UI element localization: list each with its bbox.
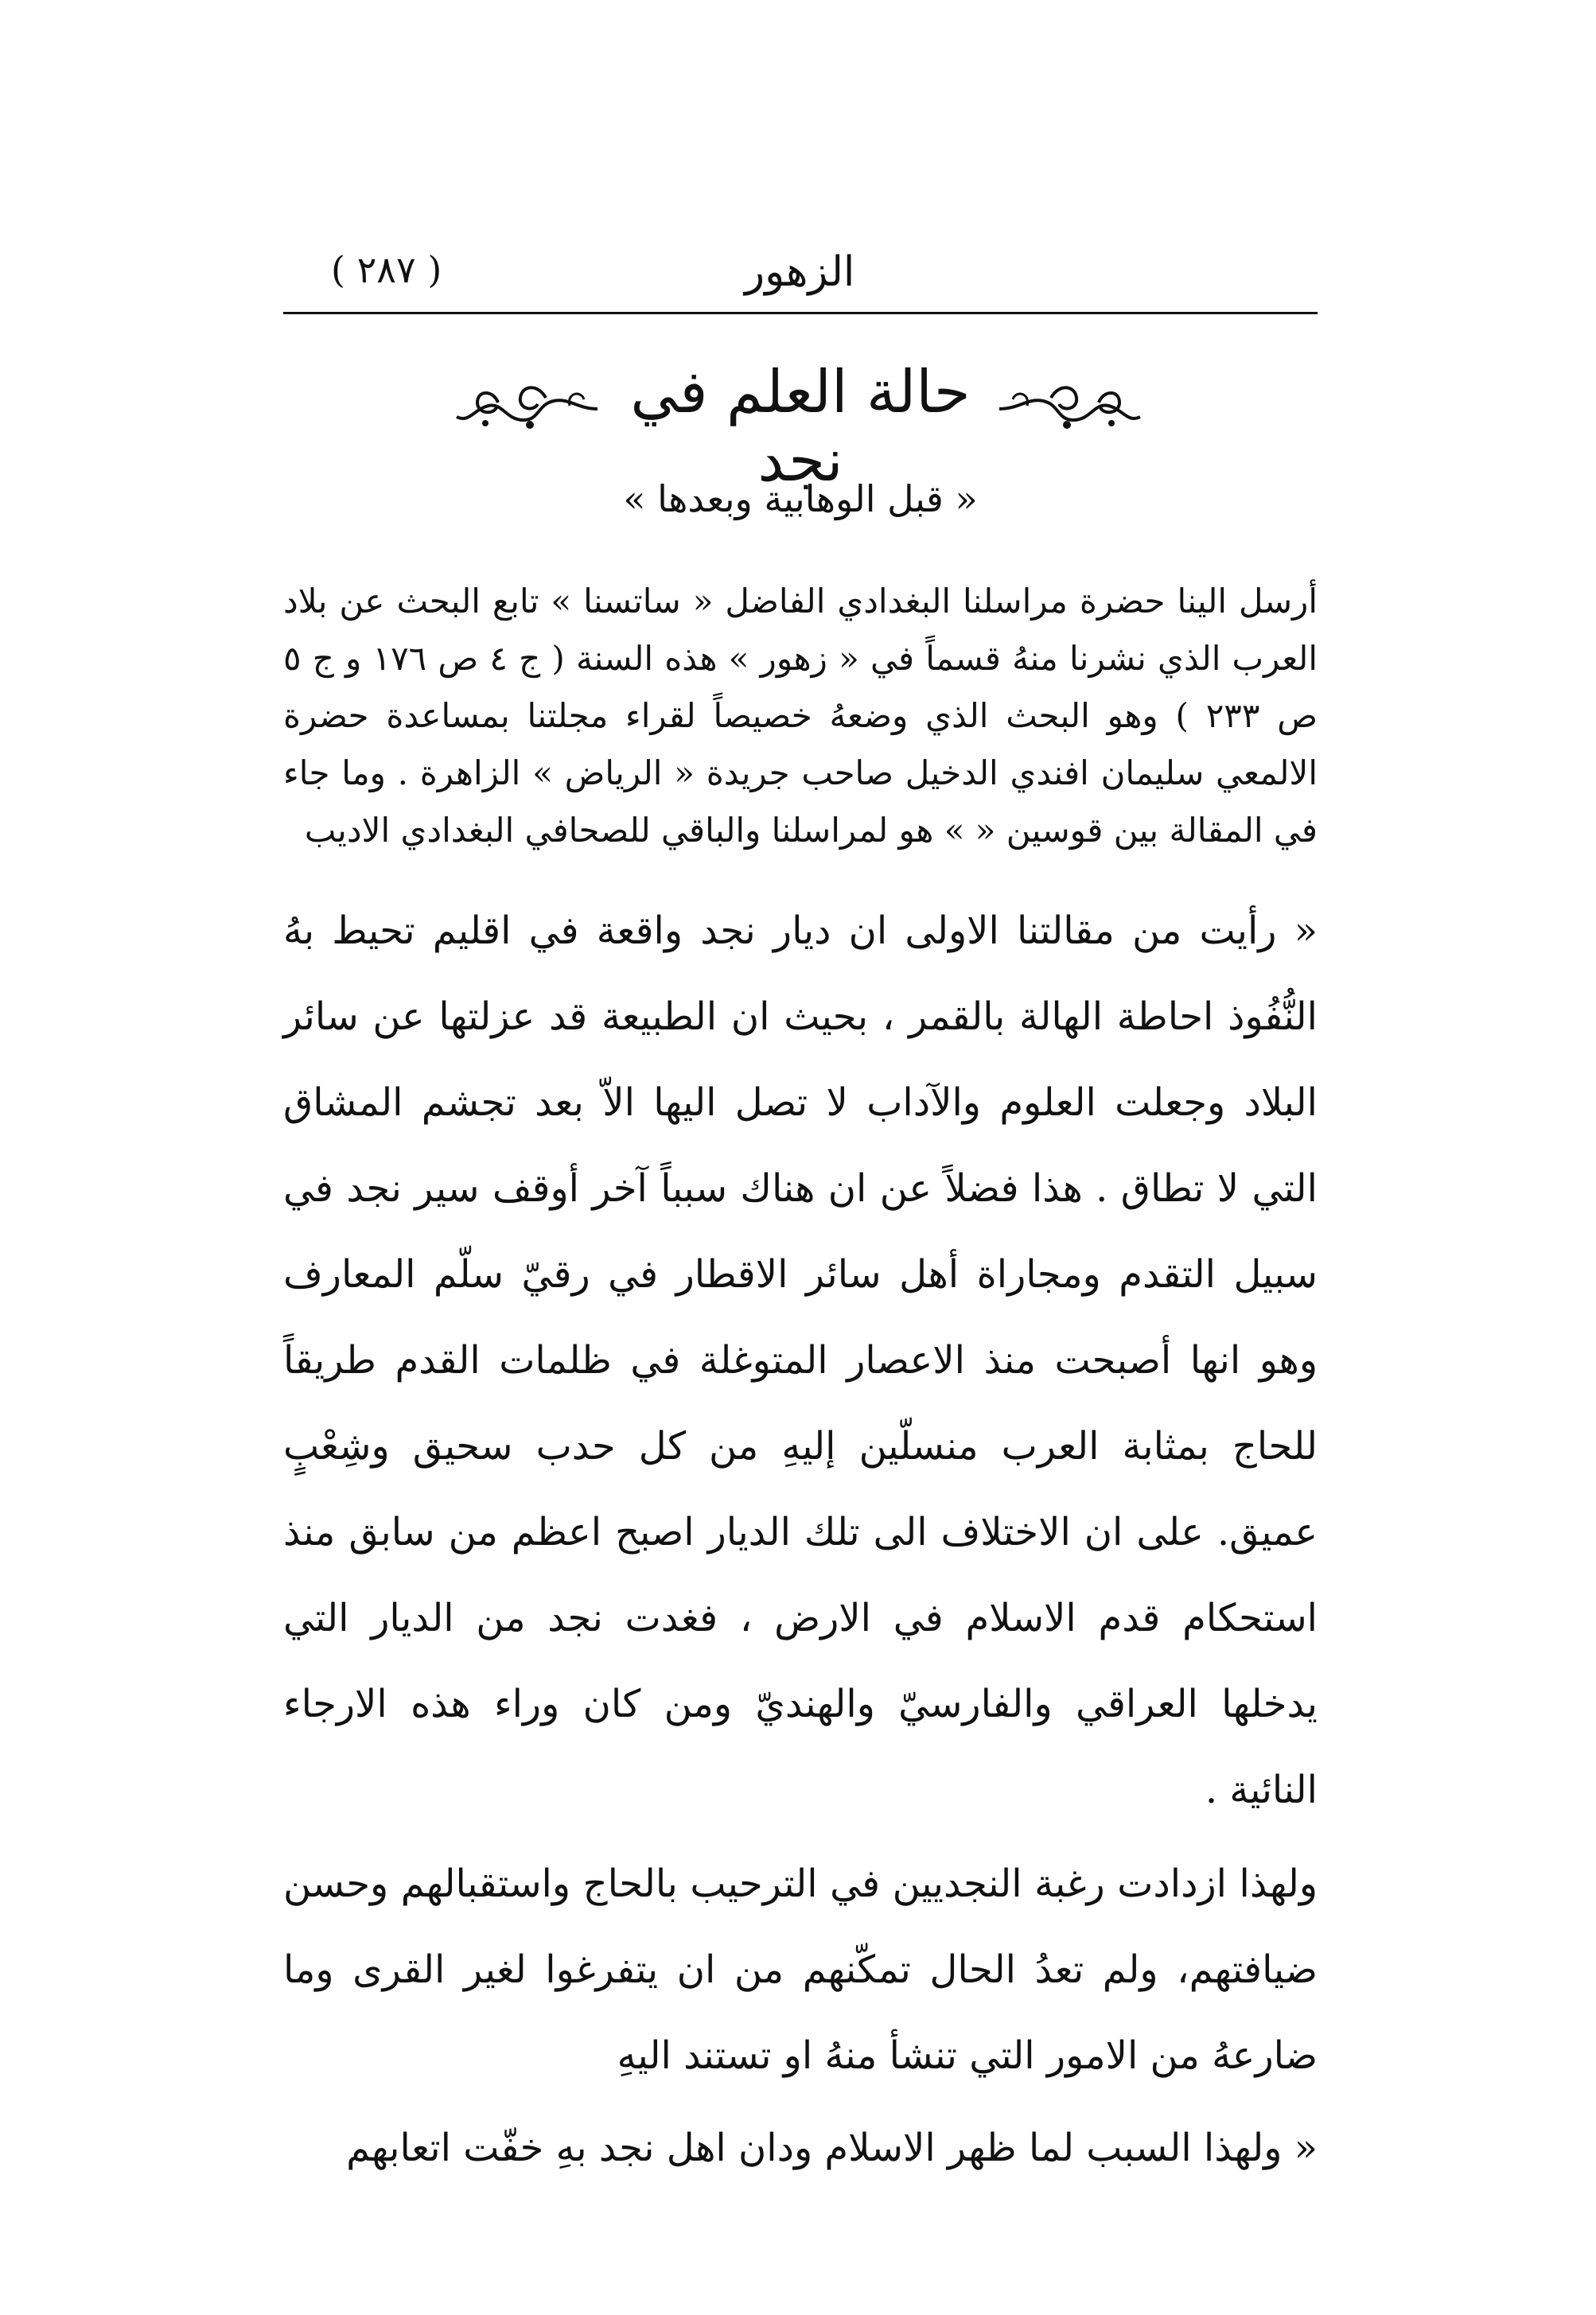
flourish-ornament-icon — [995, 374, 1146, 438]
running-head — [283, 248, 1318, 312]
title-row — [283, 342, 1318, 495]
intro-paragraph: أرسل الينا حضرة مراسلنا البغدادي الفاضل « ساتسنا » تابع البحث عن بلاد العرب الذي نشرنا منهُ قسماً في « زهور » هذه السنة ( ج ٤ ص ١٧٦ و ج ٥ ص ٢٣٣ ) وهو البحث الذي وضعهُ خصيصاً لقراء مجلتنا بمساعدة حضرة الالمعي سليمان افندي الدخيل صاحب جريدة « الرياض » الزاهرة . وما جاء في المقالة بين قوسين « » هو لمراسلنا والباقي للصحافي البغدادي الاديب — [283, 582, 1318, 850]
journal-name: الزهور — [745, 248, 855, 296]
header-rule — [283, 312, 1318, 314]
body-paragraph: « رأيت من مقالتنا الاولى ان ديار نجد واقعة في اقليم تحيط بهُ النُّفُوذ احاطة الهالة بالقمر ، بحيث ان الطبيعة قد عزلتها عن سائر البلاد وجعلت العلوم والآداب لا تصل اليها الاّ بعد تجشم المشاق التي لا تطاق . هذا فضلاً عن ان هناك سبباً آخر أوقف سير نجد في سبيل التقدم ومجاراة أهل سائر الاقطار في رقيّ سلّم المعارف وهو انها أصبحت منذ الاعصار المتوغلة في ظلمات القدم طريقاً للحاج بمثابة العرب منسلّين إليهِ من كل حدب سحيق وشِعْبٍ عميق. على ان الاختلاف الى تلك الديار اصبح اعظم من سابق منذ استحكام قدم الاسلام في الارض ، فغدت نجد من الديار التي يدخلها العراقي والفارسيّ والهنديّ ومن كان وراء هذه الارجاء النائية . — [283, 908, 1318, 1812]
body-paragraph: « ولهذا السبب لما ظهر الاسلام ودان اهل نجد بهِ خفّت اتعابهم — [346, 2126, 1318, 2170]
article-subtitle: « قبل الوهابية وبعدها » — [623, 477, 978, 520]
page-number: ( ٢٨٧ ) — [331, 248, 442, 291]
flourish-ornament-icon — [450, 374, 601, 438]
article-body — [283, 573, 1318, 2191]
body-paragraph: ولهذا ازدادت رغبة النجديين في الترحيب بالحاج واستقبالهم وحسن ضيافتهم، ولم تعدُ الحال تمكّنهم من ان يتفرغوا لغير القرى وما ضارعهُ من الامور التي تنشأ منهُ او تستند اليهِ — [283, 1862, 1318, 2078]
article-title: حالة العلم في نجد — [630, 358, 971, 495]
